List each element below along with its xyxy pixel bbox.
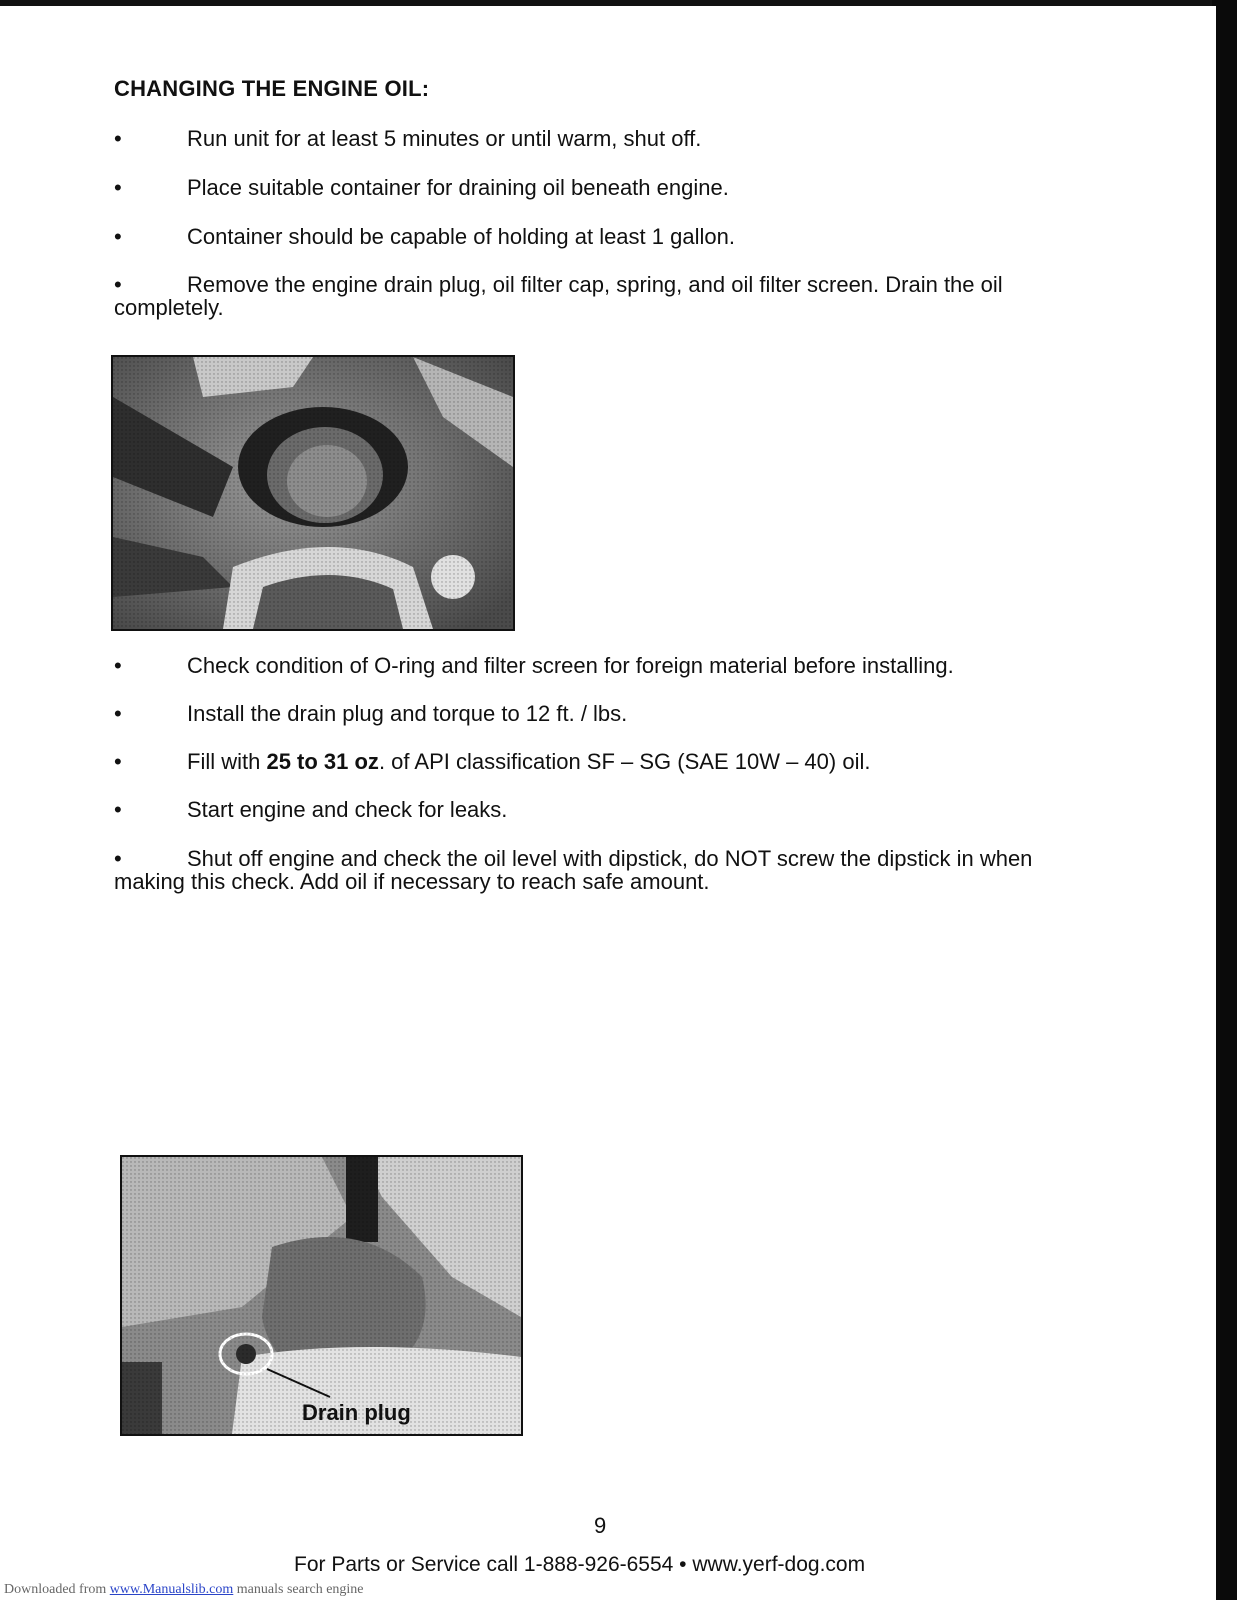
list-item: • Shut off engine and check the oil level with dipstick, do NOT screw the dipstick in when making this check. Add oil if necessary to reach safe amount. xyxy=(114,846,1033,894)
bullet-icon: • xyxy=(114,653,122,678)
list-item: • Run unit for at least 5 minutes or until warm, shut off. xyxy=(114,126,702,151)
right-scan-edge xyxy=(1212,0,1237,1600)
page-number: 9 xyxy=(594,1513,607,1538)
download-attribution: Downloaded from www.Manualslib.com manuals search engine xyxy=(4,1582,364,1597)
bullet-icon: • xyxy=(114,749,122,774)
bullet-icon: • xyxy=(114,272,122,297)
list-item: • Install the drain plug and torque to 12 ft. / lbs. xyxy=(114,701,628,726)
list-item: • Container should be capable of holding at least 1 gallon. xyxy=(114,224,735,249)
bullet-icon: • xyxy=(114,126,122,151)
section-heading: CHANGING THE ENGINE OIL: xyxy=(114,76,430,101)
list-item: • Remove the engine drain plug, oil filter cap, spring, and oil filter screen. Drain the oil completely. xyxy=(114,272,1003,320)
list-item: • Start engine and check for leaks. xyxy=(114,797,508,822)
service-footer: For Parts or Service call 1-888-926-6554 • www.yerf-dog.com xyxy=(294,1553,866,1576)
bullet-icon: • xyxy=(114,701,122,726)
oil-filter-photo xyxy=(111,355,515,631)
bullet-icon: • xyxy=(114,224,122,249)
bullet-icon: • xyxy=(114,175,122,200)
drain-plug-caption: Drain plug xyxy=(302,1400,411,1425)
manualslib-link[interactable]: www.Manualslib.com xyxy=(109,1582,234,1597)
list-item: • Fill with 25 to 31 oz. of API classification SF – SG (SAE 10W – 40) oil. xyxy=(114,749,871,774)
bullet-icon: • xyxy=(114,797,122,822)
top-border xyxy=(0,0,1212,6)
bullet-icon: • xyxy=(114,846,122,871)
list-item: • Check condition of O-ring and filter screen for foreign material before installing. xyxy=(114,653,954,678)
oil-amount: 25 to 31 oz xyxy=(266,749,379,774)
list-item: • Place suitable container for draining oil beneath engine. xyxy=(114,175,729,200)
drain-plug-photo xyxy=(120,1155,523,1436)
